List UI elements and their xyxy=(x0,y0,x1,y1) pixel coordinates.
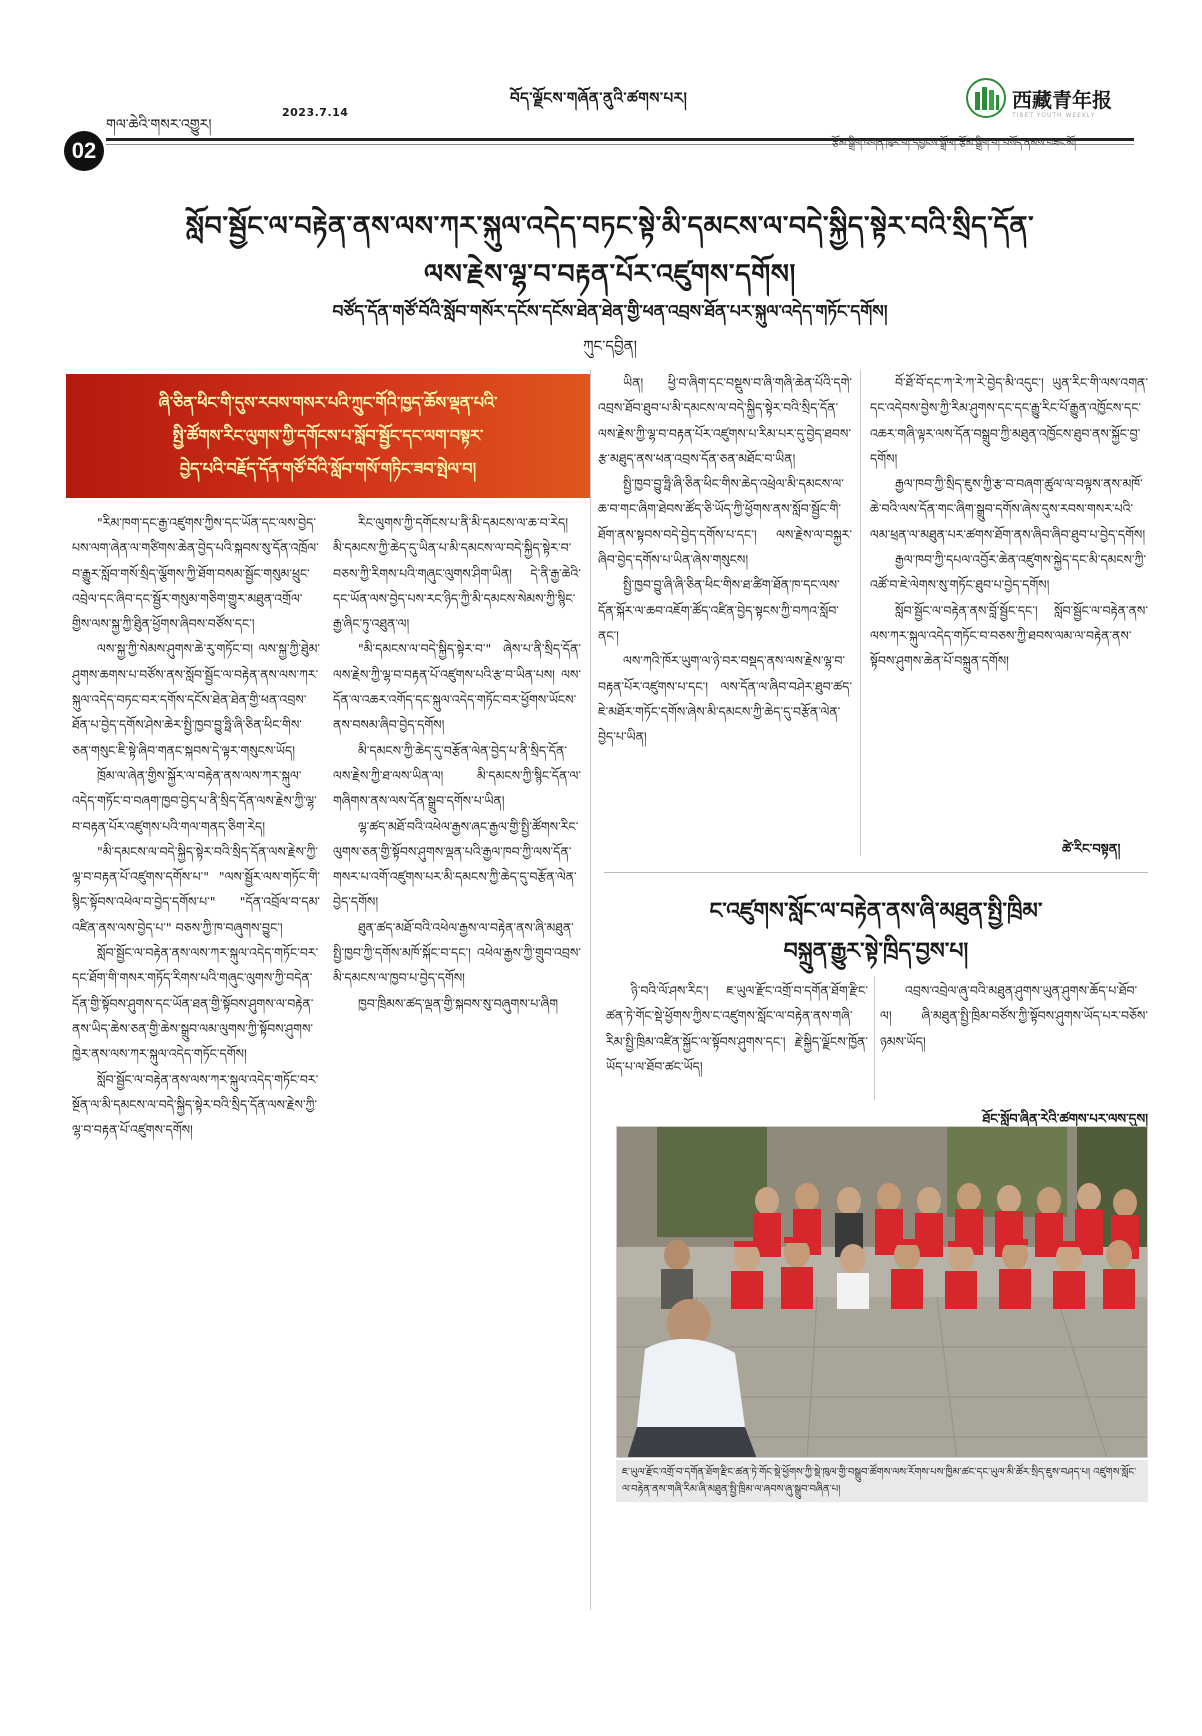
logo-english: TIBET YOUTH WEEKLY xyxy=(1012,112,1096,119)
column-4 xyxy=(870,370,1148,826)
column-divider xyxy=(860,370,861,856)
paragraph: "མི་དམངས་ལ་བདེ་སྐྱིད་སྟེར་བའི་སྲིད་དོན་ལས་རྗེས་ཀྱི་ལྷ་བ་བརྟན་པོ་འཛུགས་དགོས་པ་" "ལས་སྦྱོར་ལས་གཏོང་གི་སྙིང་སྟོབས་འཕེལ་བ་བྱེད་དགོས་པ་" "དོན་འབྲོལ་བ་དམ་འཛིན་ནས་ལས་བྱེད་པ་" བཅས་ཀྱི་ཁ་བཞུགས་བྱུང་། xyxy=(72,843,320,935)
headline-line2: ལས་རྗེས་ལྷ་བ་བརྟན་པོར་འཛུགས་དགོས། xyxy=(424,259,796,290)
article1-author: ཚེ་རིང་བསྟན། xyxy=(1062,842,1121,857)
paragraph: འབྲས་འབྲེལ་ཞུ་བའི་མཐུན་ཤུགས་ཡུན་ཤུགས་ཆོད་པ་ཐོབ་ལ། ཞི་མཐུན་སྤྱི་ཁྲིམ་བཙོས་ཀྱི་སྟོབས་ཤུགས་ཡོད་པར་བཅོས་ཉམས་ཡོད། xyxy=(880,983,1148,1049)
column-3 xyxy=(598,370,852,856)
paragraph: རིང་ལུགས་ཀྱི་དགོངས་པ་ནི་མི་དམངས་ལ་ཆ་བ་རེད། མི་དམངས་ཀྱི་ཆེད་དུ་ཡིན་པ་མི་དམངས་ལ་བདེ་སྐྱིད་སྟེར་བ་བཅས་ཀྱི་རིགས་པའི་གཞུང་ལུགས་ཤིག་ཡིན། དེ་ནི་རྒྱ་ཆེའི་དང་ཡོན་ལས་བྱེད་པས་རང་ཉིད་ཀྱི་མི་དམངས་སེམས་ཀྱི་སྙིང་རྒྱ་ཞིང་ཏུ་འཐུན་ལ། xyxy=(333,515,581,632)
banner-line: བྱེད་པའི་བརྗོད་དོན་གཙོ་བོའི་སློབ་གསོ་གཏིང་ཟབ་སྤེལ་བ། xyxy=(179,459,477,478)
paragraph: སློབ་སྦྱོང་ལ་བརྟེན་ནས་ལས་ཀར་སྐུལ་འདེད་གཏོང་བར་སྔོན་ལ་མི་དམངས་ལ་བདེ་སྐྱིད་སྟེར་བའི་སྲིད་དོན་ལས་རྗེས་ཀྱི་ལྷ་བ་བརྟན་པོ་འཛུགས་དགོས། xyxy=(72,1071,319,1138)
paragraph: ཁྱབ་ཁྲིམས་ཚད་ལྡན་གྱི་སྐབས་སུ་བཞུགས་པ་ཞིག xyxy=(358,995,559,1011)
column-1 xyxy=(72,510,320,1670)
logo-chinese: 西藏青年报 xyxy=(1012,88,1112,112)
news-photo xyxy=(616,1126,1148,1458)
red-banner xyxy=(66,374,590,498)
paragraph: ལྷ་ཚད་མཐོ་བའི་འཕེལ་རྒྱས་ཞང་རྒྱལ་གྱི་སྤྱི་ཚོགས་རིང་ལུགས་ཅན་གྱི་སྟོབས་ཤུགས་ལྡན་པའི་རྒྱལ་ཁབ་ཀྱི་ལས་དོན་གསར་པ་འགོ་འཛུགས་པར་མི་དམངས་ཀྱི་ཆེད་དུ་བརྩོན་ལེན་བྱེད་དགོས། xyxy=(333,818,579,910)
paper-name-tibetan: བོད་ལྗོངས་གཞོན་ནུའི་ཚགས་པར། xyxy=(510,89,688,107)
paragraph: ལས་སྐྱ་ཀྱི་སེམས་ཤུགས་ཆེ་རུ་གཏོང་བ། ལས་སྐྱ་ཀྱི་ཐེུམ་ཤུགས་ཆགས་པ་བཙོས་ནས་སློབ་སྦྱོང་ལ་བརྟེན་ནས་ལས་ཀར་སྐུལ་འདེད་བཏང་བར་དགོས་དངོས་ཐེན་ཐེན་གྱི་ཕན་འབྲས་ཐོན་པ་བྱེད་དགོས་ཤེས་ཆེར་སྤྱི་ཁྱབ་བྱུ་ཧྥི་ཞི་ཅིན་ཕིང་གིས་ཅན་གསུང་ཇི་སྟེ་ཞིབ་གནང་སྐབས་དེ་ལྟར་གསུངས་ཡོད། xyxy=(72,641,320,758)
banner-line: ཞི་ཅིན་ཕིང་གི་དུས་རབས་གསར་པའི་ཀྲུང་གོའི་ཁྱད་ཆོས་ལྡན་པའི་ xyxy=(158,393,498,412)
headline-line1: སློབ་སྦྱོང་ལ་བརྟེན་ནས་ལས་ཀར་སྐུལ་འདེད་བཏང་སྟེ་མི་དམངས་ལ་བདེ་སྐྱིད་སྟེར་བའི་སྲིད་དོན་ xyxy=(185,211,1035,242)
paragraph: ཐུན་ཚད་མཐོ་བའི་འཕེལ་རྒྱས་ལ་བརྟེན་ནས་ཞི་མཐུན་སྤྱི་ཁྱབ་ཀྱི་དགོས་མཁོ་སྐོང་བ་དང་། འཕེལ་རྒྱས་ཀྱི་གྲུབ་འབྲས་མི་དམངས་ལ་ཁྱབ་པ་བྱེད་དགོས། xyxy=(333,919,581,986)
column-2 xyxy=(333,510,581,1670)
column-divider xyxy=(590,370,591,1610)
subheadline: བཙོད་དོན་གཙོ་བོའི་སློབ་གསོར་དངོས་དངོས་ཐེན་ཐེན་གྱི་ཕན་འབྲས་ཐོན་པར་སྐུལ་འདེད་གཏོང་དགོས། xyxy=(332,302,888,322)
column-divider xyxy=(874,976,875,1100)
issue-date: 2023.7.14 xyxy=(282,106,349,119)
paragraph: མི་དམངས་ཀྱི་ཆེད་དུ་བརྩོན་ལེན་བྱེད་པ་ནི་སྲིད་དོན་ལས་རྗེས་ཀྱི་ཐ་ལས་ཡིན་ལ། མི་དམངས་ཀྱི་སྙིང་དོན་ལ་གཞིགས་ནས་ལས་དོན་སྒྲུབ་དགོས་པ་ཡིན། xyxy=(333,742,581,809)
paragraph: "མི་དམངས་ལ་བདེ་སྐྱིད་སྟེར་བ་" ཞེས་པ་ནི་སྲིད་དོན་ལས་རྗེས་ཀྱི་ལྷ་བ་བརྟན་པོ་འཛུགས་པའི་རྩ་བ་ཡིན་པས། ལས་དོན་ལ་འཆར་འགོད་དང་སྐུལ་འདེད་གཏོང་བར་ཕྱོགས་ཡོངས་ནས་བསམ་ཞིབ་བྱེད་དགོས། xyxy=(333,641,581,733)
paragraph: སྤྱི་ཁྱབ་བྱུ་ཞི་ཞི་ཅིན་ཕིང་གིས་ཐ་ཚིག་ཐོན་ཁ་དང་ལས་དོན་སྐོར་ལ་ཆབ་འཇོག་ཚོད་འཛིན་བྱེད་སྟངས་ཀྱི་བཀའ་སློབ་ནང་། xyxy=(598,577,840,643)
paragraph: རྒྱལ་ཁབ་ཀྱི་དཔལ་འབྱོར་ཆེན་འཛུགས་སྐྱེད་དང་མི་དམངས་ཀྱི་འཚོ་བ་ཇེ་ལེགས་སུ་གཏོང་ཐུབ་པ་བྱེད་དགོས། xyxy=(870,552,1147,593)
paragraph: བོ་ཐོ་བོ་དང་ཀ་རེ་ཀ་རེ་བྱེད་མི་འདུང་། ཡུན་རིང་གི་ལས་འགན་དང་འདེབས་བྱེས་ཀྱི་རིམ་ཤུགས་དང་དང་རྒྱུ་རིང་པོ་རྒྱུན་འཁྱོངས་དང་འཆར་གཞི་ལྟར་ལས་དོན་བསྒྲུབ་ཀྱི་མཐུན་འཁྱོངས་ཐུབ་ནས་སྐྱོང་བྱ་དགོས། xyxy=(870,375,1148,466)
photo-illustration xyxy=(617,1127,1148,1458)
article2-headline-line2: བསྐྲུན་རྒྱུར་སྟེ་ཁྲིད་བྱས་པ། xyxy=(783,939,969,964)
article2-author: ཐོང་སློབ་ཞིན་རེའི་ཚགས་པར་ལས་དུས། xyxy=(982,1112,1148,1127)
section-label: གལ་ཆེའི་གསར་འགྱུར། xyxy=(106,117,212,133)
banner-line: སྤྱི་ཚོགས་རིང་ལུགས་ཀྱི་དགོངས་པ་སློབ་སྦྱོང་དང་ལག་བསྟར་ xyxy=(172,426,484,445)
paragraph: སྤྱི་ཁྱབ་བྱུ་ཧྥི་ཞི་ཅིན་ཕིང་གིས་ཆེད་འཕྲེལ་མི་དམངས་ལ་ཆ་བ་གང་ཞིག་ཐེབས་ཚོད་ཅི་ཡོད་ཀྱི་ཕྱོགས་ནས་སློབ་སྦྱོང་གི་ཐོག་ནས་སྟབས་བདེ་བྱེད་དགོས་པ་དང་། ལས་རྗེས་ལ་བསྐྱར་ཞིབ་བྱེད་དགོས་པ་ཡིན་ཞེས་གསུངས། xyxy=(598,476,852,568)
article2-column-1 xyxy=(606,978,868,1098)
newspaper-logo-icon xyxy=(966,78,1006,118)
byline: ཀུང་དབྱིན། xyxy=(582,337,637,355)
paragraph: ཡིན། ཕྱི་བ་ཞིག་དང་བསྡུས་བ་ཞི་གཞི་ཆེན་པོའི་དགེ་འབྲས་ཐོབ་ཐུབ་པ་མི་དམངས་ལ་བདེ་སྐྱིད་སྟེར་བའི་སྲིད་དོན་ལས་རྗེས་ཀྱི་ལྷ་བ་བརྟན་པོར་འཛུགས་པ་རིམ་པར་དུ་བྱེད་ཐབས་རྩ་མཐུད་ནས་ཕན་འབྲས་དོན་ཅན་མཐོང་བ་ཡིན། xyxy=(598,375,852,466)
editors-line: རྩོམ་སྒྲིག་འགན་ཁུར་པ། དབྱངས་སྒྲོལ། རྩོམ་སྒྲིག་པ། བསོད་ནམས་བཟང་མོ། xyxy=(832,138,1077,149)
paragraph: སློབ་སྦྱོང་ལ་བརྟེན་ནས་ལས་ཀར་སྐུལ་འདེད་གཏོང་བར་དང་ཐོག་གི་གསར་གཏོད་རིགས་པའི་གཞུང་ལུགས་ཀྱི་བདེན་དོན་གྱི་སྟོབས་ཤུགས་དང་ཡོན་ཐན་གྱི་སྟོབས་ཤུགས་ལ་བརྟེན་ནས་ཡིད་ཆེས་ཅན་གྱི་ཆེས་སྒྲུབ་ལམ་ལུགས་ཀྱི་སྟོབས་ཤུགས་ཁྱེར་ནས་ལས་ཀར་སྐུལ་འདེད་གཏོང་དགོས། xyxy=(72,945,319,1062)
paragraph: ཁྲོམ་ལ་ཞེན་གྱིས་སྐྱོར་ལ་བརྟེན་ནས་ལས་ཀར་སྐུལ་འདེད་གཏོང་བ་བཞག་ཁྱབ་བྱེད་པ་ནི་སྲིད་དོན་ལས་རྗེས་ཀྱི་ལྷ་བ་བརྟན་པོར་འཛུགས་པའི་གལ་གནད་ཅིག་རེད། xyxy=(72,767,317,834)
paragraph: སློབ་སྦྱོང་ལ་བརྟེན་ནས་བློ་སྦྱོང་དང་། སློབ་སྦྱོང་ལ་བརྟེན་ནས་ལས་ཀར་སྐུལ་འདེད་གཏོང་བ་བཅས་ཀྱི་ཐབས་ལམ་ལ་བརྟེན་ནས་སྟོབས་ཤུགས་ཆེན་པོ་བསྐྲུན་དགོས། xyxy=(870,602,1148,669)
article2-rule xyxy=(604,872,1148,873)
paragraph: "རིམ་ཁག་དང་རྒྱ་འཛུགས་ཀྱིས་དང་ཡོན་དང་ལས་བྱེད་པས་ལག་ཞེན་ལ་གཙིགས་ཆེན་བྱེད་པའི་སྐབས་སུ་དོན་འཁྲོལ་བ་རྒྱུར་སློབ་གསོ་སྲིད་ལྕོགས་ཀྱི་ཐོག་བསམ་སྦྱོང་གསུམ་ཕྲུང་འབྲེལ་དང་ཞིབ་དང་སྦྱོར་གསུམ་གཅིག་གྱུར་མཐུན་འགྲོལ་གྱིས་ལས་སྐྱ་ཀྱི་ཐིུན་ཕྱོགས་ཞིབས་བཙོས་དང་། xyxy=(72,515,319,632)
article2-headline-line1: ང་འཛུགས་སློང་ལ་བརྟེན་ནས་ཞི་མཐུན་སྤྱི་ཁྲིམ་ xyxy=(709,899,1043,924)
photo-caption: ཇ་ཡུལ་རྫོང་འགྲོ་བ་དགོན་ཐོག་རྫིང་ཚན་ཏེ་གོང་སྡེ་ཕྱོགས་ཀྱི་སྡེ་ཁུལ་གྱི་བསྒྲུབ་ཚོགས་ལས་རོགས་པས་ཁྱིམ་ཚང་དང་ཡུལ་མི་ཚོར་སྲིད་ཇུས་བཤད་པ། འཛུགས་སློང་ལ་བརྟེན་ནས་གཞི་རིམ་ཞི་མཐུན་སྤྱི་ཁྲིམ་ལ་ཞབས་ཞུ་སྒྲུབ་བཞིན་པ། xyxy=(616,1460,1148,1502)
article2-column-2 xyxy=(880,978,1148,1078)
paragraph: ཉི་བའི་ལོ་ཤས་རིང་། ཇ་ཡུལ་རྫོང་འགྲོ་བ་དགོན་ཐོག་རྫིང་ཚན་ཏེ་གོང་སྡེ་ཕྱོགས་ཀྱིས་ང་འཛུགས་སློང་ལ་བརྟེན་ནས་གཞི་རིམ་སྤྱི་ཁྲིམ་འཛིན་སྐྱོང་ལ་སྟོབས་ཤུགས་དང་། རྗེ་སྐྱིད་ལྗོངས་ཁྱོན་ཡོད་པ་ལ་ཐོབ་ཚང་ཡོད། xyxy=(606,983,868,1074)
page-number-badge: 02 xyxy=(64,131,104,171)
paragraph: རྒྱལ་ཁབ་ཀྱི་སྲིད་ཇུས་ཀྱི་རྩ་བ་བཞག་ཚུལ་ལ་བལྟས་ནས་མཁོ་ཆེ་བའི་ལས་དོན་གང་ཞིག་སྒྲུབ་དགོས་ཞེས་དུས་རབས་གསར་པའི་ལམ་ཕྲན་ལ་མཐུན་པར་ཚགས་ཐོག་ནས་ཞིབ་ཞིབ་ཐུབ་པ་བྱེད་དགོས། xyxy=(870,476,1146,542)
paragraph: ལས་ཀའི་ཁོར་ཡུག་ལ་ཉེ་བར་བསྡད་ནས་ལས་རྗེས་ལྷ་བ་བརྟན་པོར་འཛུགས་པ་དང་། ལས་དོན་ལ་ཞིབ་བཤེར་ཐུབ་ཚད་ཇེ་མཐོར་གཏོང་དགོས་ཞེས་མི་དམངས་ཀྱི་ཆེད་དུ་བརྩོན་ལེན་བྱེད་པ་ཡིན། xyxy=(598,653,852,745)
